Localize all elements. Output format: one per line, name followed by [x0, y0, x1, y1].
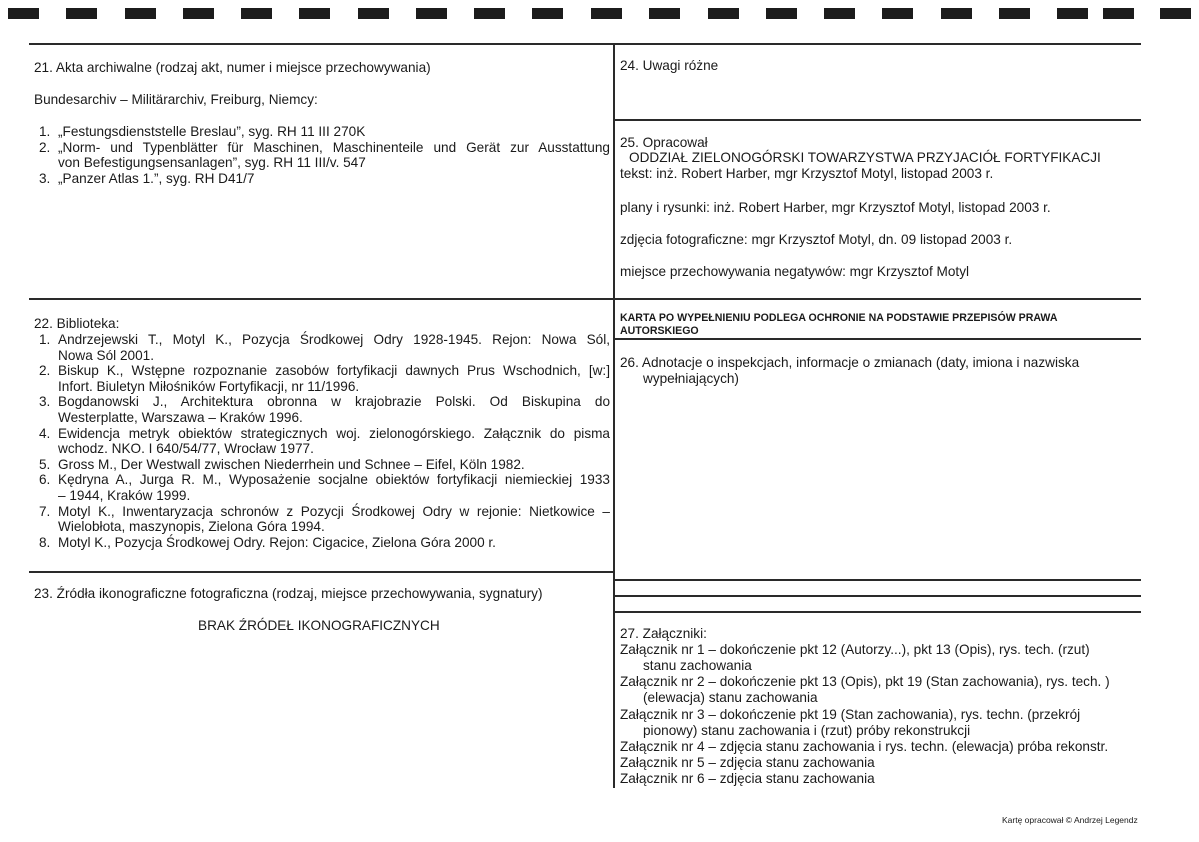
- list-number: 1.: [39, 332, 51, 347]
- list-text: [58, 394, 610, 425]
- list-text-line: von Befestigungsensanlagen”, syg. RH 11 III/v. 547: [58, 155, 366, 171]
- text-credit: tekst: inż. Robert Harber, mgr Krzysztof Motyl, listopad 2003 r.: [620, 166, 994, 181]
- binder-hole: [1160, 8, 1191, 19]
- bibliography-list: [34, 332, 610, 550]
- list-text-line: Andrzejewski T., Motyl K., Pozycja Środkowej Odry 1928-1945. Rejon: Nowa Sól,: [58, 332, 610, 347]
- list-number: 5.: [39, 456, 51, 472]
- list-text-line: Gross M., Der Westwall zwischen Niederrhein und Schnee – Eifel, Köln 1982.: [58, 456, 525, 472]
- binder-hole: [66, 8, 97, 19]
- list-item: [34, 535, 610, 551]
- list-text: [58, 363, 610, 394]
- rule-right-24-25: [614, 119, 1141, 121]
- list-text-line: Motyl K., Pozycja Środkowej Odry. Rejon: Cigacice, Zielona Góra 2000 r.: [58, 534, 496, 550]
- list-number: 8.: [39, 534, 51, 550]
- section-26-heading-cont: wypełniających): [643, 371, 739, 386]
- attachment-line-1-cont: stanu zachowania: [643, 658, 752, 673]
- list-text: [58, 426, 610, 457]
- rule-left-22-23: [29, 571, 614, 573]
- rule-right-a: [614, 579, 1141, 581]
- photos-credit: zdjęcia fotograficzne: mgr Krzysztof Motyl, dn. 09 listopad 2003 r.: [620, 232, 1013, 247]
- attachment-line-2-cont: (elewacja) stanu zachowania: [643, 690, 818, 705]
- binder-hole: [1057, 8, 1088, 19]
- list-text: [58, 535, 610, 551]
- section-23-heading: 23. Źródła ikonograficzne fotograficzna (rodzaj, miejsce przechowywania, sygnatury): [34, 586, 543, 601]
- binder-hole: [882, 8, 913, 19]
- list-text-line: „Panzer Atlas 1.”, syg. RH D41/7: [58, 170, 255, 186]
- list-text-line: Biskup K., Wstępne rozpoznanie zasobów fortyfikacji dawnych Prus Wschodnich, [w:]: [58, 363, 610, 379]
- section-21-heading: 21. Akta archiwalne (rodzaj akt, numer i miejsce przechowywania): [34, 60, 431, 75]
- list-item: [34, 171, 610, 187]
- copyright-notice-line2: AUTORSKIEGO: [620, 325, 699, 337]
- list-text: [58, 124, 610, 140]
- archive-name: Bundesarchiv – Militärarchiv, Freiburg, Niemcy:: [34, 92, 318, 107]
- iconography-status: BRAK ŹRÓDEŁ IKONOGRAFICZNYCH: [198, 618, 440, 633]
- top-rule: [29, 43, 1141, 45]
- binder-hole: [8, 8, 39, 19]
- list-text-line: Motyl K., Inwentaryzacja schronów z Pozycji Środkowej Odry w rejonie: Nietkowice –: [58, 503, 610, 519]
- section-25-heading: 25. Opracował: [620, 135, 708, 150]
- binder-hole: [591, 8, 622, 19]
- plans-credit: plany i rysunki: inż. Robert Harber, mgr Krzysztof Motyl, listopad 2003 r.: [620, 200, 1051, 215]
- list-number: 3.: [39, 394, 51, 410]
- list-text-line: Infort. Biuletyn Miłośników Fortyfikacji, nr 11/1996.: [58, 378, 360, 394]
- list-text-line: „Festungsdienststelle Breslau”, syg. RH 11 III 270K: [58, 124, 366, 139]
- binder-hole: [358, 8, 389, 19]
- section-27-heading: 27. Załączniki:: [620, 626, 707, 641]
- list-number: 6.: [39, 472, 51, 488]
- list-text-line: wchodz. NKO. I 640/54/77, Wrocław 1977.: [58, 441, 314, 457]
- attachment-line-1: Załącznik nr 1 – dokończenie pkt 12 (Autorzy...), pkt 13 (Opis), rys. tech. (rzut): [620, 642, 1090, 657]
- binder-hole: [649, 8, 680, 19]
- list-text: [58, 504, 610, 535]
- list-text: [58, 171, 610, 187]
- list-text: [58, 332, 610, 363]
- footer-credit: Kartę opracował © Andrzej Legendz: [1002, 815, 1138, 825]
- rule-right-b: [614, 595, 1141, 597]
- list-number: 2.: [39, 363, 51, 379]
- rule-right-c: [614, 611, 1141, 613]
- attachment-line-2: Załącznik nr 2 – dokończenie pkt 13 (Opis), pkt 19 (Stan zachowania), rys. tech. ): [620, 674, 1110, 689]
- attachment-line-6: Załącznik nr 6 – zdjęcia stanu zachowania: [620, 771, 875, 786]
- list-item: [34, 140, 610, 171]
- binder-hole: [183, 8, 214, 19]
- list-item: [34, 124, 610, 140]
- list-number: 7.: [39, 503, 51, 519]
- attachment-line-3: Załącznik nr 3 – dokończenie pkt 19 (Stan zachowania), rys. techn. (przekrój: [620, 707, 1081, 722]
- rule-right-notice-26: [614, 338, 1141, 340]
- binder-holes: [0, 8, 1199, 22]
- list-text-line: – 1944, Kraków 1999.: [58, 487, 191, 503]
- section-26-heading: 26. Adnotacje o inspekcjach, informacje o zmianach (daty, imiona i nazwiska: [620, 355, 1080, 370]
- list-text-line: Westerplatte, Warszawa – Kraków 1996.: [58, 409, 303, 425]
- attachment-line-4: Załącznik nr 4 – zdjęcia stanu zachowania i rys. techn. (elewacja) próba rekonstr.: [620, 739, 1109, 754]
- list-text-line: Nowa Sól 2001.: [58, 347, 154, 363]
- binder-hole: [999, 8, 1030, 19]
- list-text-line: Ewidencja metryk obiektów strategicznych woj. zielonogórskiego. Załącznik do pisma: [58, 425, 610, 441]
- list-text-line: Bogdanowski J., Architektura obronna w krajobrazie Polski. Od Biskupina do: [58, 394, 610, 410]
- list-number: 4.: [39, 425, 51, 441]
- list-text: [58, 457, 610, 473]
- list-item: [34, 394, 610, 425]
- binder-hole: [299, 8, 330, 19]
- list-number: 3.: [39, 170, 51, 186]
- binder-hole: [416, 8, 447, 19]
- binder-hole: [532, 8, 563, 19]
- binder-hole: [824, 8, 855, 19]
- list-text: [58, 472, 610, 503]
- binder-hole: [941, 8, 972, 19]
- list-text-line: „Norm- und Typenblätter für Maschinen, Maschinenteile und Gerät zur Ausstattung: [58, 139, 610, 155]
- binder-hole: [708, 8, 739, 19]
- attachment-line-5: Załącznik nr 5 – zdjęcia stanu zachowania: [620, 755, 875, 770]
- list-number: 1.: [39, 124, 51, 139]
- binder-hole: [766, 8, 797, 19]
- list-item: [34, 363, 610, 394]
- binder-hole: [474, 8, 505, 19]
- list-item: [34, 332, 610, 363]
- section-24-heading: 24. Uwagi różne: [620, 58, 719, 73]
- negatives-location: miejsce przechowywania negatywów: mgr Krzysztof Motyl: [620, 264, 970, 279]
- section-22-heading: 22. Biblioteka:: [34, 316, 120, 331]
- list-text: [58, 140, 610, 171]
- archive-list: [34, 124, 610, 186]
- list-item: [34, 504, 610, 535]
- column-divider: [613, 43, 615, 788]
- list-item: [34, 426, 610, 457]
- binder-hole: [125, 8, 156, 19]
- list-number: 2.: [39, 139, 51, 155]
- list-text-line: Wielobłota, maszynopis, Zielona Góra 1994.: [58, 519, 325, 535]
- list-text-line: Kędryna A., Jurga R. M., Wyposażenie socjalne obiektów fortyfikacji niemieckiej 1933: [58, 472, 610, 488]
- list-item: [34, 457, 610, 473]
- binder-hole: [241, 8, 272, 19]
- rule-left-21-22: [29, 298, 614, 300]
- copyright-notice-line1: KARTA PO WYPEŁNIENIU PODLEGA OCHRONIE NA PODSTAWIE PRZEPISÓW PRAWA: [620, 312, 1058, 324]
- attachment-line-3-cont: pionowy) stanu zachowania i (rzut) próby rekonstrukcji: [643, 723, 971, 738]
- organization-name: ODDZIAŁ ZIELONOGÓRSKI TOWARZYSTWA PRZYJACIÓŁ FORTYFIKACJI: [629, 150, 1101, 165]
- list-item: [34, 472, 610, 503]
- rule-right-25-notice: [614, 298, 1141, 300]
- binder-hole: [1103, 8, 1134, 19]
